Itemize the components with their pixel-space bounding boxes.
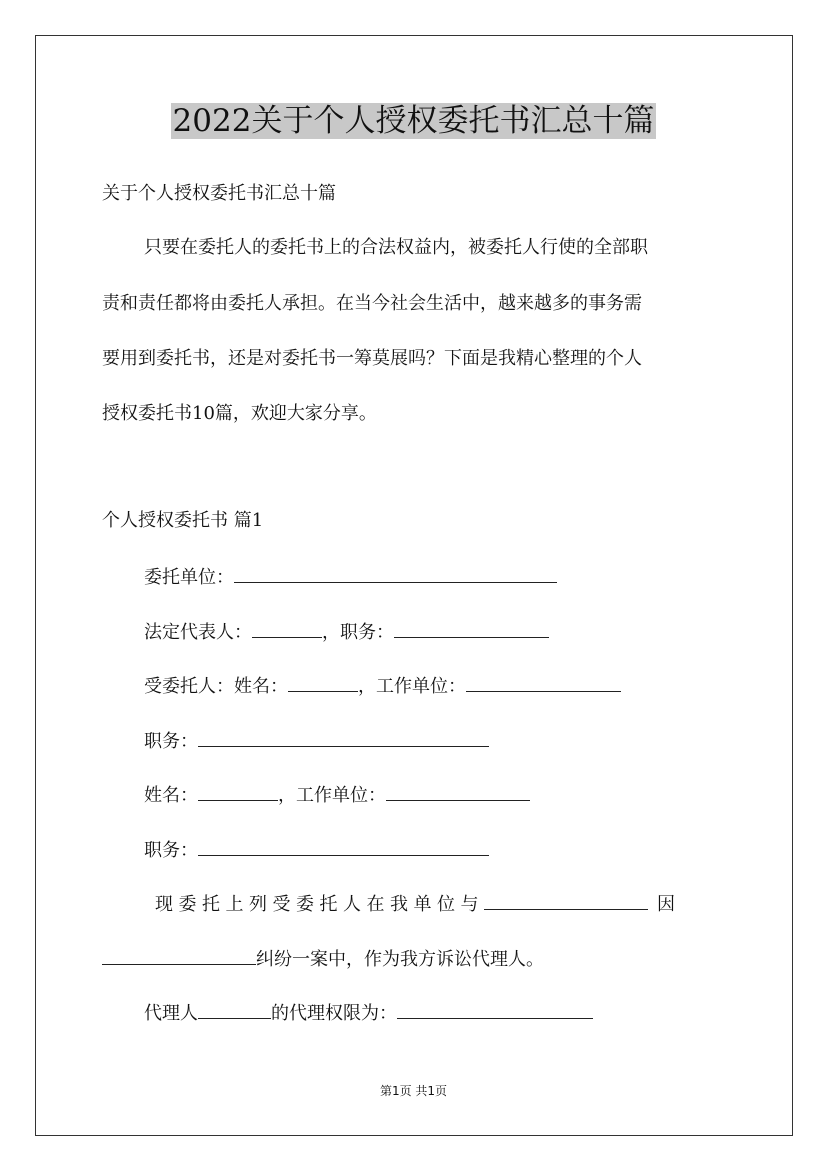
- trustee-label: 受委托人：姓名：: [144, 676, 288, 697]
- entrust-unit-label: 委托单位：: [144, 567, 234, 588]
- case-row-2: [102, 946, 727, 972]
- legal-rep-row: [144, 619, 769, 645]
- position-inline-blank: [394, 619, 549, 638]
- position-blank-2: [198, 837, 489, 856]
- trustee-name-blank: [288, 673, 358, 692]
- intro-line-2: 责和责任都将由委托人承担。在当今社会生活中，越来越多的事务需: [102, 293, 642, 314]
- case-text-start: 现委托上列受委托人在我单位与: [155, 894, 484, 915]
- work-unit-inline-label-2: ，工作单位：: [278, 785, 386, 806]
- case-text-due: 因: [657, 894, 675, 915]
- legal-rep-label: 法定代表人：: [144, 622, 252, 643]
- position-blank: [198, 728, 489, 747]
- case-row: [155, 891, 727, 917]
- position-label-2: 职务：: [144, 840, 198, 861]
- section-heading: 个人授权委托书 篇1: [102, 510, 264, 531]
- case-text-end: 纠纷一案中，作为我方诉讼代理人。: [256, 949, 544, 970]
- work-unit-blank-2: [386, 782, 530, 801]
- position-row-2: [144, 837, 769, 863]
- agent-scope-blank: [397, 1000, 593, 1019]
- position-row: [144, 728, 769, 754]
- entrust-unit-row: [144, 564, 769, 590]
- intro-line-4: 授权委托书10篇，欢迎大家分享。: [102, 403, 377, 424]
- intro-line-3: 要用到委托书，还是对委托书一筹莫展吗？下面是我精心整理的个人: [102, 348, 642, 369]
- document-title: 2022关于个人授权委托书汇总十篇: [172, 103, 655, 139]
- trustee-row: [144, 673, 769, 699]
- document-subtitle: 关于个人授权委托书汇总十篇: [102, 183, 336, 204]
- agent-label: 代理人: [144, 1003, 198, 1024]
- agent-scope-label: 的代理权限为：: [271, 1003, 397, 1024]
- page-footer: 第1页 共1页: [379, 1084, 448, 1098]
- legal-rep-blank: [252, 619, 322, 638]
- agent-row: [144, 1000, 769, 1026]
- work-unit-blank: [466, 673, 621, 692]
- name-row: [144, 782, 769, 808]
- entrust-unit-blank: [234, 564, 557, 583]
- name-blank: [198, 782, 278, 801]
- position-label: 职务：: [144, 731, 198, 752]
- work-unit-inline-label: ，工作单位：: [358, 676, 466, 697]
- case-party-blank: [484, 891, 648, 910]
- intro-line-1: 只要在委托人的委托书上的合法权益内，被委托人行使的全部职: [144, 237, 648, 258]
- document-title-wrap: [0, 100, 827, 142]
- position-inline-label: ，职务：: [322, 622, 394, 643]
- agent-blank: [198, 1000, 271, 1019]
- dispute-blank: [102, 946, 256, 965]
- name-label: 姓名：: [144, 785, 198, 806]
